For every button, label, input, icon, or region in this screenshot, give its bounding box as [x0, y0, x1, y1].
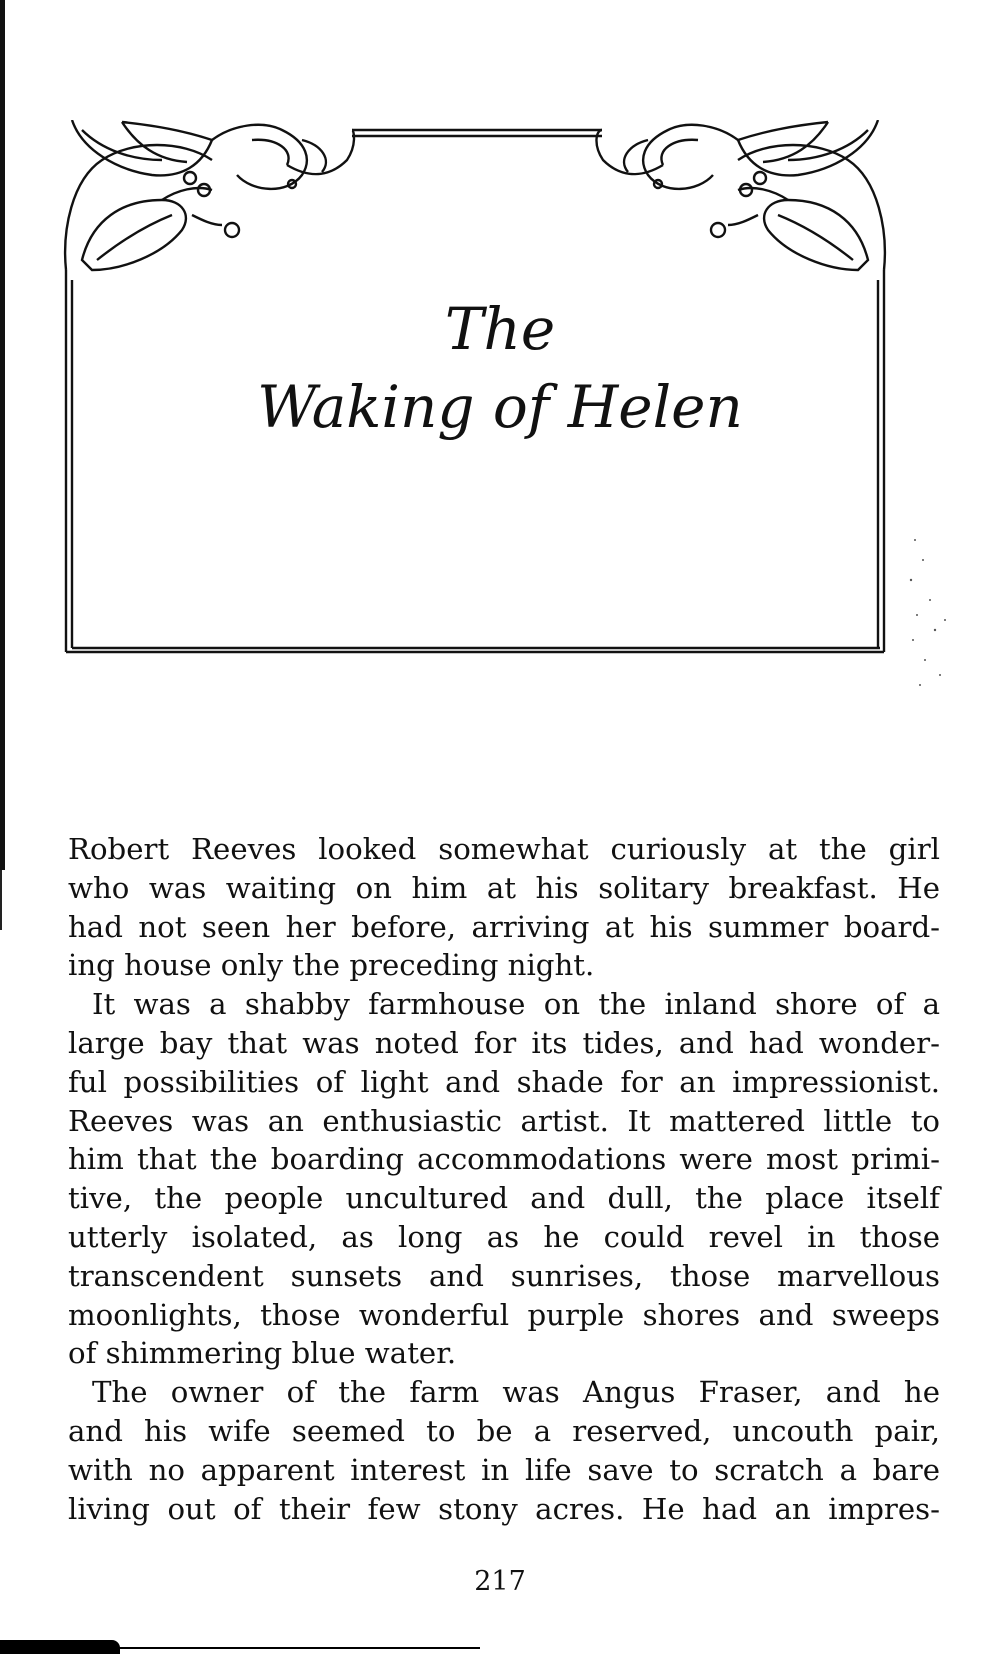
text-line: him that the boarding accommodations were most primi-	[68, 1142, 940, 1177]
text-line: Reeves was an enthusiastic artist. It mattered little to	[68, 1103, 940, 1138]
page-number: 217	[474, 1566, 526, 1597]
text-line: The owner of the farm was Angus Fraser, and he	[92, 1375, 940, 1410]
text-line: who was waiting on him at his solitary breakfast. He	[68, 870, 940, 905]
chapter-body-text	[68, 830, 940, 1528]
text-line: ful possibilities of light and shade for an impressionist.	[68, 1064, 940, 1099]
text-line: living out of their few stony acres. He had an impres-	[68, 1491, 940, 1526]
text-line: transcendent sunsets and sunrises, those marvellous	[68, 1258, 940, 1293]
paragraph-1	[68, 830, 940, 985]
text-line: ing house only the preceding night.	[68, 948, 595, 983]
text-line: Robert Reeves looked somewhat curiously at the girl	[68, 832, 940, 866]
text-line: with no apparent interest in life save to scratch a bare	[68, 1452, 940, 1487]
chapter-title-line-1: The	[444, 295, 556, 363]
bottom-rule	[110, 1647, 480, 1649]
scan-speckle	[905, 520, 965, 720]
text-line: tive, the people uncultured and dull, the place itself	[68, 1181, 940, 1216]
text-line: It was a shabby farmhouse on the inland shore of a	[92, 987, 940, 1022]
text-line: utterly isolated, as long as he could revel in those	[68, 1219, 940, 1254]
text-line: of shimmering blue water.	[68, 1336, 457, 1371]
scan-left-edge-shadow	[0, 0, 5, 870]
chapter-title	[180, 290, 820, 446]
text-line: and his wife seemed to be a reserved, uncouth pair,	[68, 1413, 940, 1448]
text-line: large bay that was noted for its tides, and had wonder-	[68, 1025, 940, 1060]
text-line: had not seen her before, arriving at his summer board-	[68, 909, 940, 944]
scan-left-edge-shadow-lower	[0, 870, 2, 930]
paragraph-2	[68, 985, 940, 1373]
bottom-scan-shadow	[0, 1640, 120, 1654]
text-line: moonlights, those wonderful purple shores and sweeps	[68, 1297, 940, 1332]
chapter-title-line-2: Waking of Helen	[257, 373, 743, 441]
paragraph-3	[68, 1373, 940, 1528]
